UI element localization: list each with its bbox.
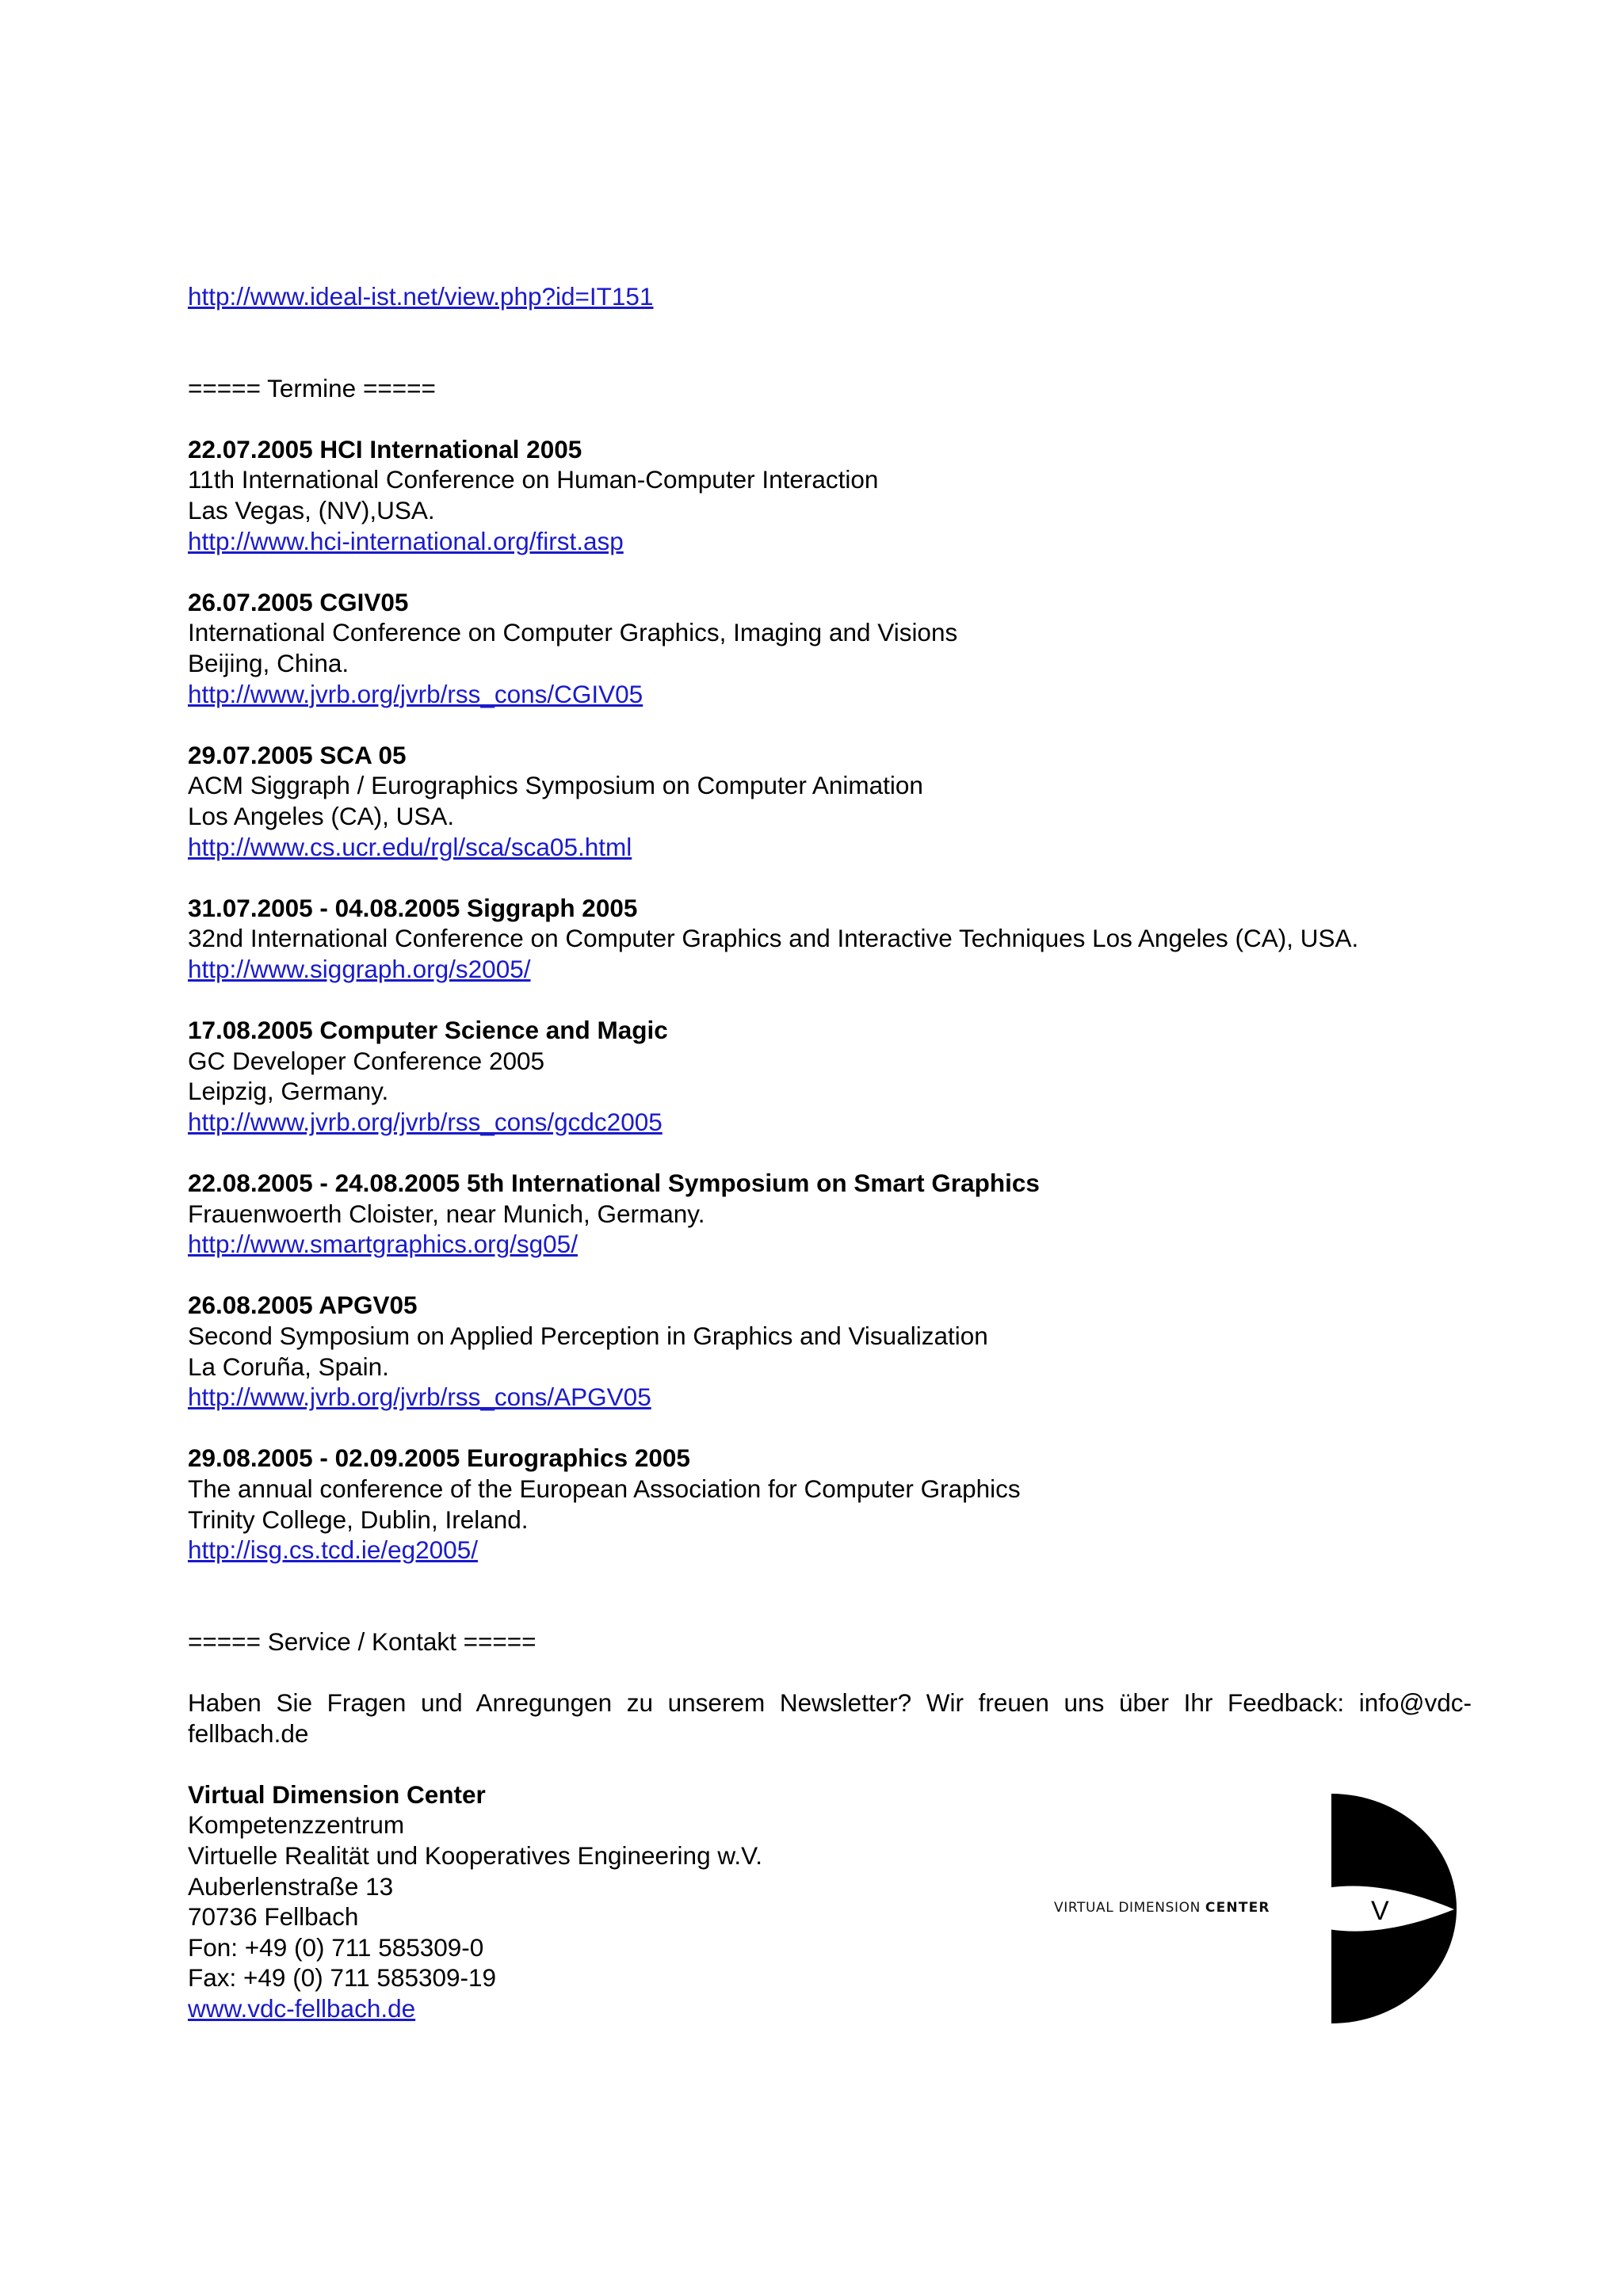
ideal-ist-link[interactable]: http://www.ideal-ist.net/view.php?id=IT151	[188, 282, 654, 311]
vdc-emblem	[1054, 1791, 1466, 2028]
event-description: 11th International Conference on Human-Computer Interaction	[188, 465, 879, 494]
event-link[interactable]: http://www.jvrb.org/jvrb/rss_cons/gcdc2005	[188, 1107, 663, 1136]
logo-letter: V	[1371, 1896, 1389, 1926]
event-link[interactable]: http://www.cs.ucr.edu/rgl/sca/sca05.html	[188, 832, 632, 861]
org-name: Virtual Dimension Center	[188, 1779, 486, 1809]
contact-fax: Fax: +49 (0) 711 585309-19	[188, 1963, 497, 1993]
event-link[interactable]: http://www.smartgraphics.org/sg05/	[188, 1230, 578, 1259]
event-location: Los Angeles (CA), USA.	[188, 801, 455, 830]
event-item	[188, 1168, 1472, 1260]
event-item	[188, 1015, 1472, 1137]
event-title: 17.08.2005 Computer Science and Magic	[188, 1016, 668, 1045]
event-link[interactable]: http://www.jvrb.org/jvrb/rss_cons/CGIV05	[188, 679, 643, 708]
contact-address: Auberlenstraße 13	[188, 1871, 394, 1901]
event-description: The annual conference of the European Association for Computer Graphics	[188, 1474, 1021, 1503]
event-title: 31.07.2005 - 04.08.2005 Siggraph 2005	[188, 893, 638, 922]
event-title: 22.07.2005 HCI International 2005	[188, 434, 582, 463]
contact-line: Kompetenzzentrum	[188, 1810, 405, 1840]
event-item	[188, 434, 1472, 556]
event-location: Leipzig, Germany.	[188, 1077, 389, 1106]
event-description: GC Developer Conference 2005	[188, 1046, 545, 1075]
event-link[interactable]: http://isg.cs.tcd.ie/eg2005/	[188, 1535, 478, 1565]
event-title: 26.07.2005 CGIV05	[188, 587, 409, 616]
event-location: La Coruña, Spain.	[188, 1352, 389, 1381]
event-item	[188, 1443, 1472, 1565]
events-list	[188, 434, 1472, 1566]
event-link[interactable]: http://www.siggraph.org/s2005/	[188, 954, 531, 983]
event-description: 32nd International Conference on Computer Graphics and Interactive Techniques Los Angeles (CA), USA.	[188, 924, 1359, 953]
event-description: International Conference on Computer Graphics, Imaging and Visions	[188, 618, 958, 647]
logo-text-regular: VIRTUAL DIMENSION	[1054, 1900, 1201, 1916]
event-link[interactable]: http://www.hci-international.org/first.asp	[188, 526, 624, 555]
event-item	[188, 1290, 1472, 1412]
event-title: 26.08.2005 APGV05	[188, 1291, 418, 1320]
event-item	[188, 893, 1472, 985]
event-location: Trinity College, Dublin, Ireland.	[188, 1505, 529, 1534]
event-location: Beijing, China.	[188, 648, 349, 677]
contact-city: 70736 Fellbach	[188, 1902, 359, 1932]
event-description: Second Symposium on Applied Perception in Graphics and Visualization	[188, 1322, 988, 1350]
contact-line: Virtuelle Realität und Kooperatives Engineering w.V.	[188, 1840, 762, 1870]
event-title: 22.08.2005 - 24.08.2005 5th International Symposium on Smart Graphics	[188, 1169, 1040, 1198]
service-text: Haben Sie Fragen und Anregungen zu unserem Newsletter? Wir freuen uns über Ihr Feedback: info@vdc-fellbach.de	[188, 1688, 1472, 1748]
website-link[interactable]: www.vdc-fellbach.de	[188, 1993, 416, 2023]
service-header: ===== Service / Kontakt =====	[188, 1627, 537, 1656]
event-title: 29.08.2005 - 02.09.2005 Eurographics 2005	[188, 1444, 690, 1473]
event-location: Las Vegas, (NV),USA.	[188, 495, 435, 524]
newsletter-page	[188, 281, 1472, 2023]
vdc-logo	[1054, 1791, 1466, 2028]
termine-header: ===== Termine =====	[188, 373, 436, 402]
event-title: 29.07.2005 SCA 05	[188, 740, 407, 769]
event-link[interactable]: http://www.jvrb.org/jvrb/rss_cons/APGV05	[188, 1383, 651, 1412]
contact-phone: Fon: +49 (0) 711 585309-0	[188, 1932, 484, 1962]
logo-text-bold: CENTER	[1205, 1900, 1270, 1916]
event-item	[188, 740, 1472, 862]
event-item	[188, 587, 1472, 709]
event-location: Frauenwoerth Cloister, near Munich, Germany.	[188, 1199, 705, 1228]
event-description: ACM Siggraph / Eurographics Symposium on Computer Animation	[188, 771, 923, 800]
